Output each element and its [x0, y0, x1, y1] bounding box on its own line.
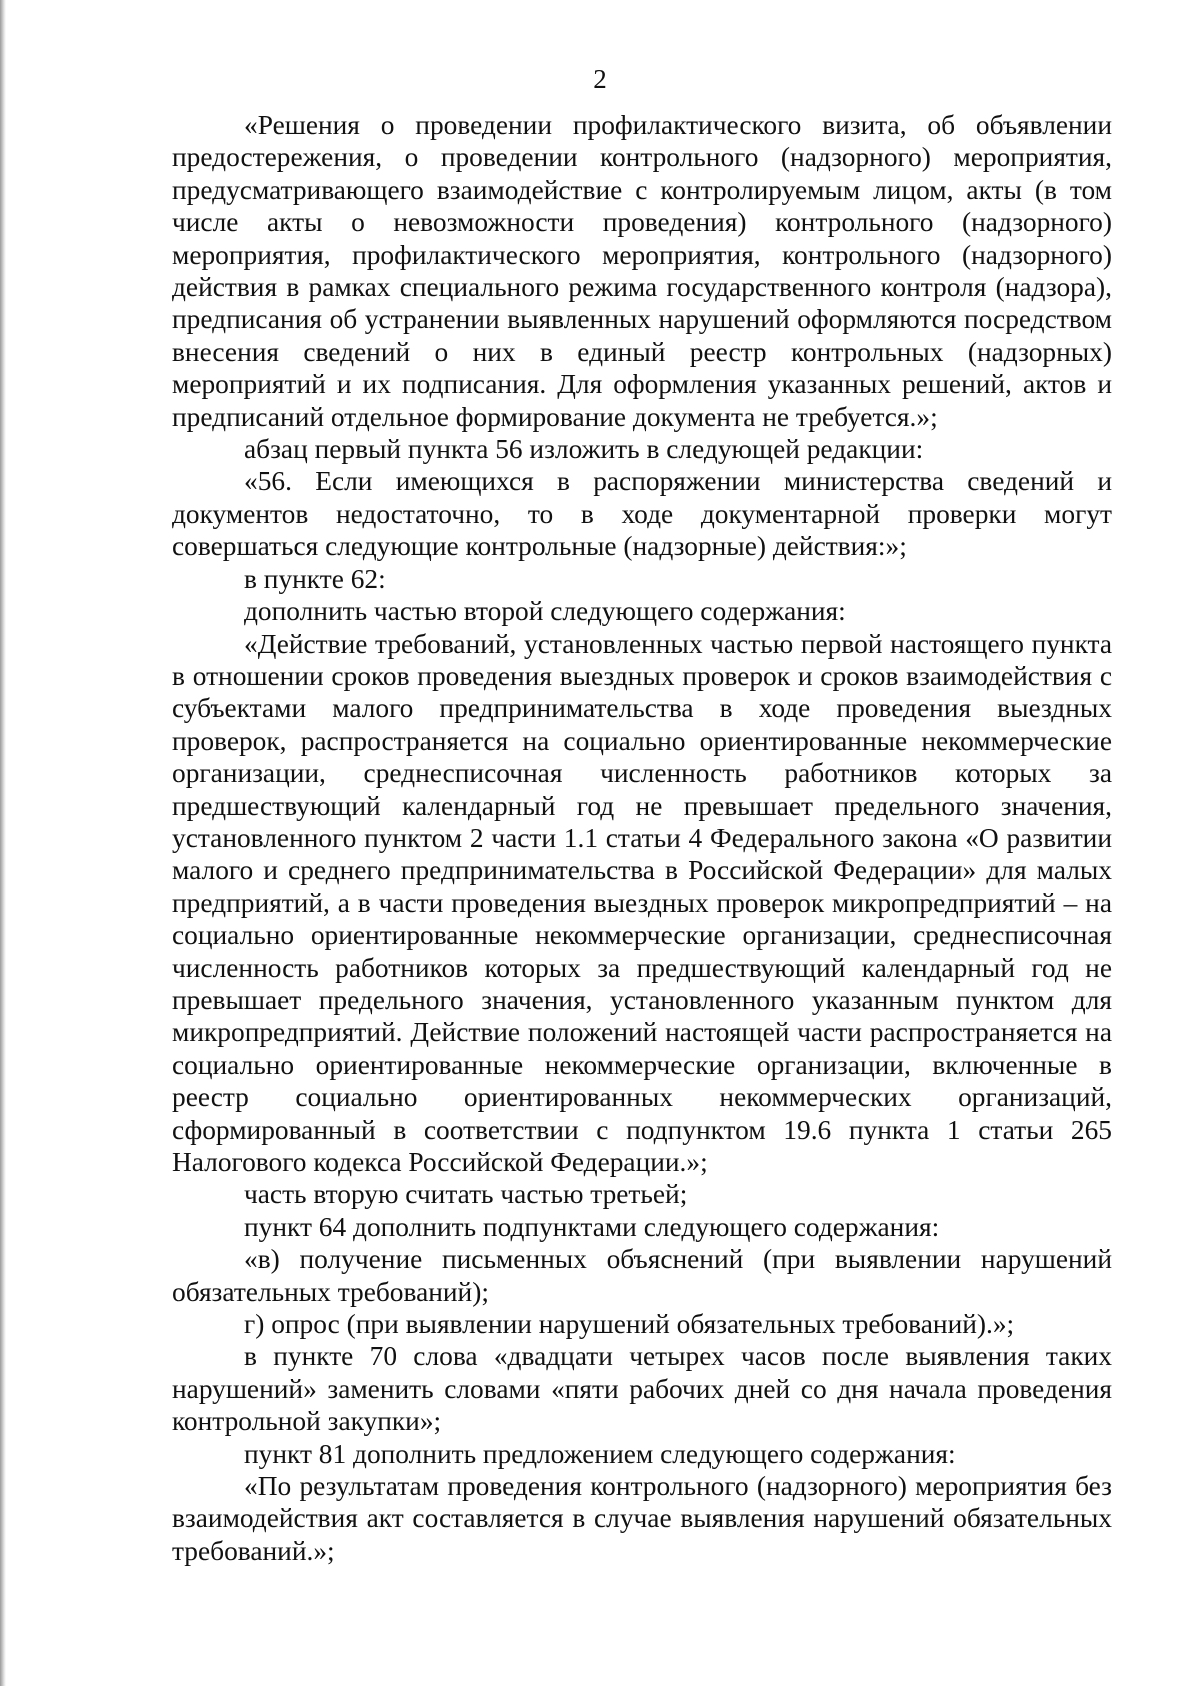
paragraph-amend-56: абзац первый пункта 56 изложить в следующей редакции: — [244, 434, 924, 465]
paragraph-subpoint-g: г) опрос (при выявлении нарушений обязательных требований).»; — [244, 1309, 1015, 1340]
paragraph-point-62: в пункте 62: — [244, 563, 386, 594]
scan-edge-shadow — [0, 0, 6, 1686]
paragraph-point-81-text: «По результатам проведения контрольного (надзорного) мероприятия без взаимодействия акт составляется в случае выявления нарушений обязательных требований.»; — [172, 1471, 1112, 1566]
paragraph-point-81: пункт 81 дополнить предложением следующего содержания: — [244, 1438, 956, 1469]
page-number: 2 — [593, 64, 607, 94]
paragraph-part-two-text: «Действие требований, установленных частью первой настоящего пункта в отношении сроков проведения выездных проверок и сроков взаимодействия с субъектами малого предпринимательства в ходе проведения выездных проверок, распространяется на социально ориентированные некоммерческие организации, среднесписочная численность работников которых за предшествующий календарный год не превышает предельного значения, установленного пунктом 2 части 1.1 статьи 4 Федерального закона «О развитии малого и среднего предпринимательства в Российской Федерации» для малых предприятий, а в части проведения выездных проверок микропредприятий – на социально ориентированные некоммерческие организации, среднесписочная численность работников которых за предшествующий календарный год не превышает предельного значения, установленного указанным пунктом для микропредприятий. Действие положений настоящей части распространяется на социально ориентированные некоммерческие организации, включенные в реестр социально ориентированных некоммерческих организаций, сформированный в соответствии с подпунктом 19.6 пункта 1 статьи 265 Налогового кодекса Российской Федерации.»; — [172, 628, 1112, 1177]
paragraph-point-70: в пункте 70 слова «двадцати четырех часов после выявления таких нарушений» заменить словами «пяти рабочих дней со дня начала проведения контрольной закупки»; — [172, 1341, 1112, 1437]
paragraph-subpoint-v: «в) получение письменных объяснений (при выявлении нарушений обязательных требований); — [172, 1244, 1112, 1307]
paragraph-part-three: часть вторую считать частью третьей; — [244, 1179, 688, 1210]
paragraph-56-text: «56. Если имеющихся в распоряжении министерства сведений и документов недостаточно, то в ходе документарной проверки могут совершаться следующие контрольные (надзорные) действия:»; — [172, 466, 1112, 562]
paragraph-decisions-registry: «Решения о проведении профилактического визита, об объявлении предостережения, о проведении контрольного (надзорного) мероприятия, предусматривающего взаимодействие с контролируемым лицом, акты (в том числе акты о невозможности проведения) контрольного (надзорного) мероприятия, профилактического мероприятия, контрольного (надзорного) действия в рамках специального режима государственного контроля (надзора), предписания об устранении выявленных нарушений оформляются посредством внесения сведений о них в единый реестр контрольных (надзорных) мероприятий и их подписания. Для оформления указанных решений, актов и предписаний отдельное формирование документа не требуется.»; — [172, 110, 1112, 432]
document-body — [172, 109, 1112, 1567]
paragraph-add-part-two: дополнить частью второй следующего содержания: — [244, 596, 846, 627]
paragraph-point-64: пункт 64 дополнить подпунктами следующего содержания: — [244, 1211, 940, 1242]
